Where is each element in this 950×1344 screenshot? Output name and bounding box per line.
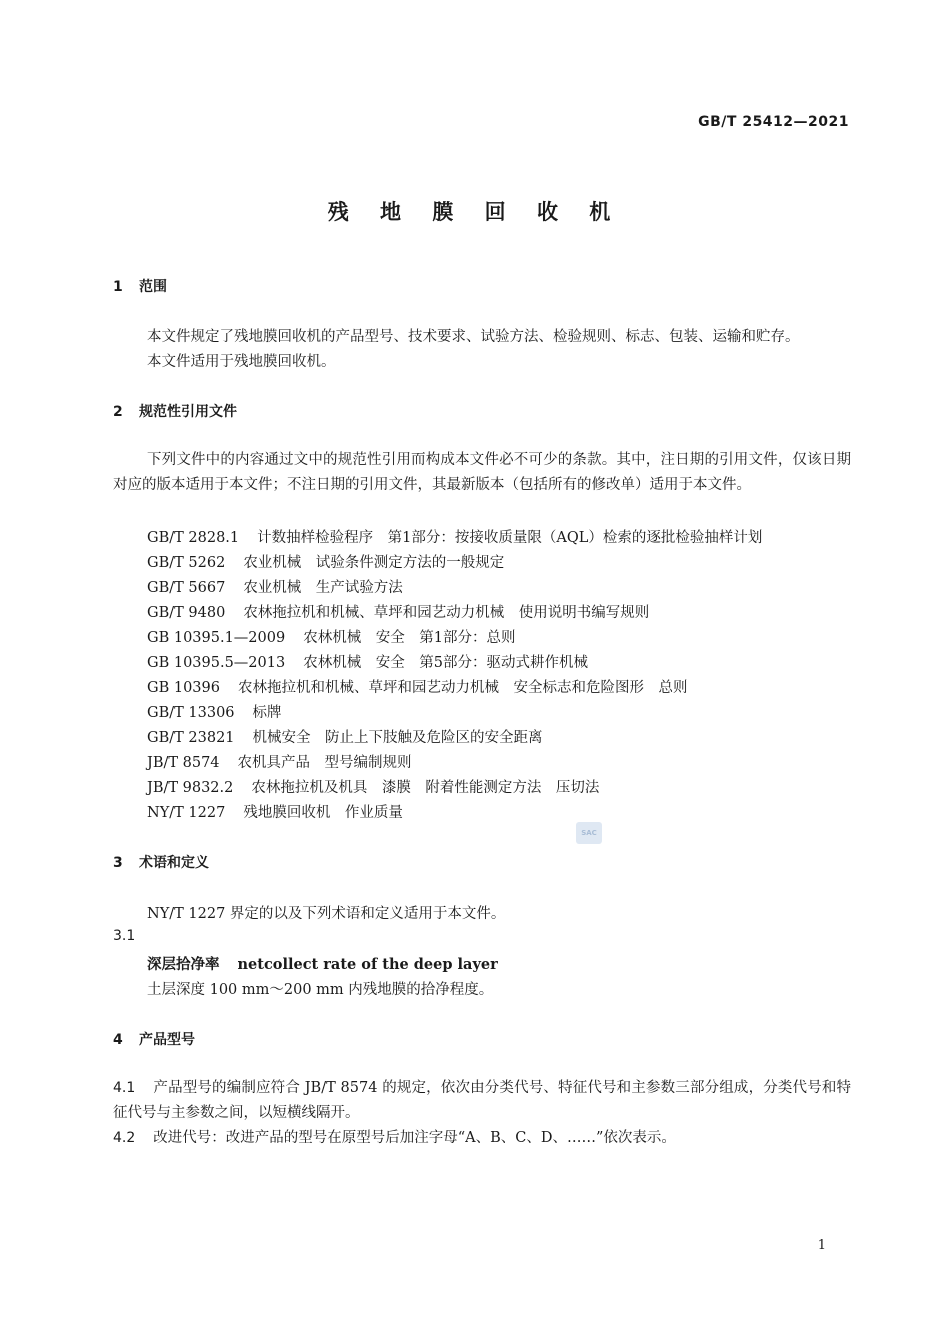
reference-code: GB 10395.5—2013 [147,655,286,671]
reference-code: JB/T 8574 [147,755,220,771]
clause-4-1 [113,1076,851,1126]
section-number: 3 [113,855,123,871]
reference-code: GB/T 9480 [147,605,226,621]
reference-title: 机械安全 防止上下肢触及危险区的安全距离 [252,730,543,746]
reference-code: GB/T 5667 [147,580,226,596]
reference-title: 农林拖拉机及机具 漆膜 附着性能测定方法 压切法 [251,780,600,796]
section-number: 4 [113,1032,123,1048]
reference-item [147,651,588,672]
reference-code: GB/T 23821 [147,730,235,746]
term-definition: 土层深度 100 mm～200 mm 内残地膜的拾净程度。 [147,982,494,998]
sac-watermark: SAC [576,822,602,844]
paragraph: 本文件规定了残地膜回收机的产品型号、技术要求、试验方法、检验规则、标志、包装、运输和贮存。 [147,329,800,345]
clause-4-2 [113,1126,851,1151]
reference-title: 农林机械 安全 第5部分：驱动式耕作机械 [303,655,588,671]
section-4-heading [113,1029,195,1049]
reference-title: 残地膜回收机 作业质量 [243,805,403,821]
reference-title: 农机具产品 型号编制规则 [237,755,412,771]
terms-intro: NY/T 1227 界定的以及下列术语和定义适用于本文件。 [147,906,506,922]
term-number: 3.1 [113,928,136,944]
paragraph: 本文件适用于残地膜回收机。 [147,354,336,370]
reference-item [147,576,403,597]
reference-code: GB/T 5262 [147,555,226,571]
reference-code: GB/T 13306 [147,705,235,721]
term-english: netcollect rate of the deep layer [237,956,498,973]
reference-code: NY/T 1227 [147,805,226,821]
section-2-heading [113,401,237,421]
reference-item [147,776,599,797]
reference-title: 农林拖拉机和机械、草坪和园艺动力机械 使用说明书编写规则 [243,605,650,621]
term-chinese: 深层拾净率 [147,957,220,973]
clause-number: 4.1 [113,1080,136,1096]
reference-code: GB/T 2828.1 [147,530,240,546]
reference-title: 标牌 [252,705,282,721]
reference-code: JB/T 9832.2 [147,780,234,796]
reference-title: 农业机械 试验条件测定方法的一般规定 [243,555,505,571]
clause-body: 产品型号的编制应符合 JB/T 8574 的规定，依次由分类代号、特征代号和主参数三部分组成，分类代号和特征代号与主参数之间，以短横线隔开。 [113,1080,851,1121]
clause-number: 4.2 [113,1130,136,1146]
reference-code: GB 10395.1—2009 [147,630,286,646]
reference-item [147,701,282,722]
reference-item [147,601,649,622]
section-title: 术语和定义 [139,855,209,871]
references-intro: 下列文件中的内容通过文中的规范性引用而构成本文件必不可少的条款。其中，注日期的引用文件，仅该日期对应的版本适用于本文件；不注日期的引用文件，其最新版本（包括所有的修改单）适用于本文件。 [113,452,851,493]
reference-item [147,726,543,747]
standard-code: GB/T 25412—2021 [698,114,849,130]
reference-title: 农业机械 生产试验方法 [243,580,403,596]
section-title: 产品型号 [139,1032,195,1048]
clause-body: 改进代号：改进产品的型号在原型号后加注字母“A、B、C、D、……”依次表示。 [153,1130,676,1146]
section-number: 2 [113,404,123,420]
reference-item [147,626,515,647]
reference-item [147,551,504,572]
section-title: 规范性引用文件 [139,404,237,420]
page-number: 1 [817,1238,826,1253]
reference-title: 农林机械 安全 第1部分：总则 [303,630,516,646]
reference-title: 农林拖拉机和机械、草坪和园艺动力机械 安全标志和危险图形 总则 [237,680,688,696]
reference-item [147,526,762,547]
reference-title: 计数抽样检验程序 第1部分：按接收质量限（AQL）检索的逐批检验抽样计划 [257,530,763,546]
section-number: 1 [113,279,123,295]
reference-item [147,751,412,772]
section-1-heading [113,276,167,296]
reference-item [147,801,403,822]
term-entry [147,953,498,974]
section-title: 范围 [139,279,167,295]
section-3-heading [113,852,209,872]
reference-code: GB 10396 [147,680,220,696]
reference-item [147,676,687,697]
document-title: 残 地 膜 回 收 机 [327,200,623,224]
